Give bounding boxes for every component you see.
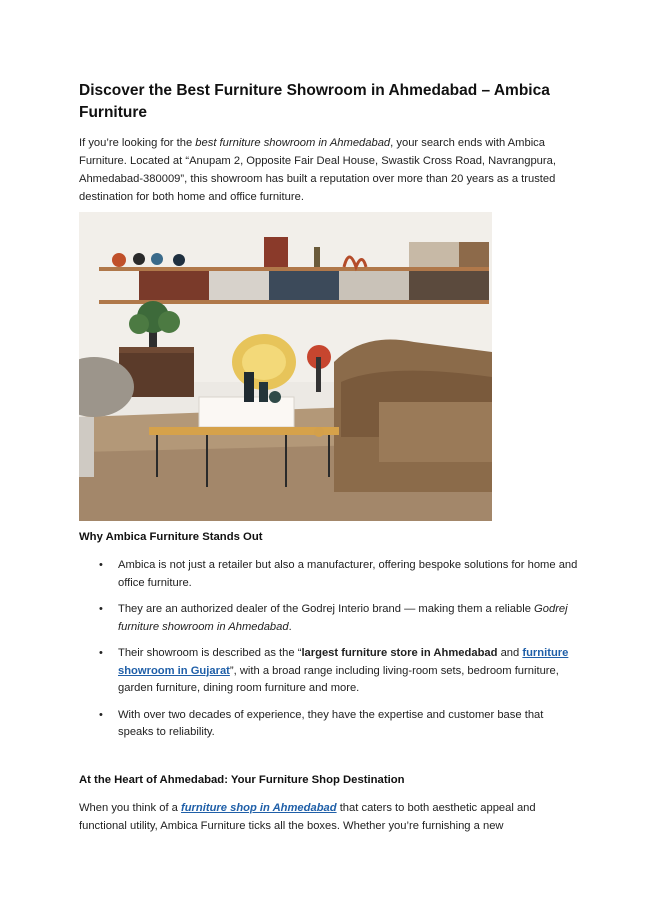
bullet-icon: • [99,647,103,659]
section-heading-heart: At the Heart of Ahmedabad: Your Furniture Shop Destination [79,774,405,786]
bullet-icon: • [99,559,103,571]
features-list [79,557,579,751]
furniture-shop-link[interactable]: furniture shop in Ahmedabad [181,802,337,814]
article-title: Discover the Best Furniture Showroom in Ahmedabad – Ambica Furniture [79,82,550,121]
list-item: • With over two decades of experience, they have the expertise and customer base that speaks to reliability. [99,708,544,738]
intro-paragraph: If you’re looking for the best furniture showroom in Ahmedabad, your search ends with Ambica Furniture. Located at “Anupam 2, Opposite Fair Deal House, Swastik Cross Road, Navrangpura, Ahmedabad-380009”, this showroom has built a reputation over more than 20 years as a trusted destination for both home and office furniture. [79,137,556,203]
section-heading-why: Why Ambica Furniture Stands Out [79,531,263,543]
list-item: • Ambica is not just a retailer but also a manufacturer, offering bespoke solutions for home and office furniture. [99,559,578,589]
list-item: • They are an authorized dealer of the Godrej Interio brand — making them a reliable Godrej furniture showroom in Ahmedabad. [99,603,568,633]
bullet-icon: • [99,603,103,615]
body-paragraph: When you think of a furniture shop in Ahmedabad that caters to both aesthetic appeal and functional utility, Ambica Furniture ticks all the boxes. Whether you’re furnishing a new [79,802,536,832]
gujarat-showroom-link[interactable]: furniture showroom in Gujarat [118,647,569,677]
living-room-photo [79,212,492,521]
intro-emphasis: best furniture showroom in Ahmedabad [195,137,391,149]
list-item: • Their showroom is described as the “largest furniture store in Ahmedabad and furniture showroom in Gujarat”, with a broad range including living-room sets, bedroom furniture, garden furniture, dining room furniture and more. [99,647,569,694]
bullet-icon: • [99,708,103,721]
